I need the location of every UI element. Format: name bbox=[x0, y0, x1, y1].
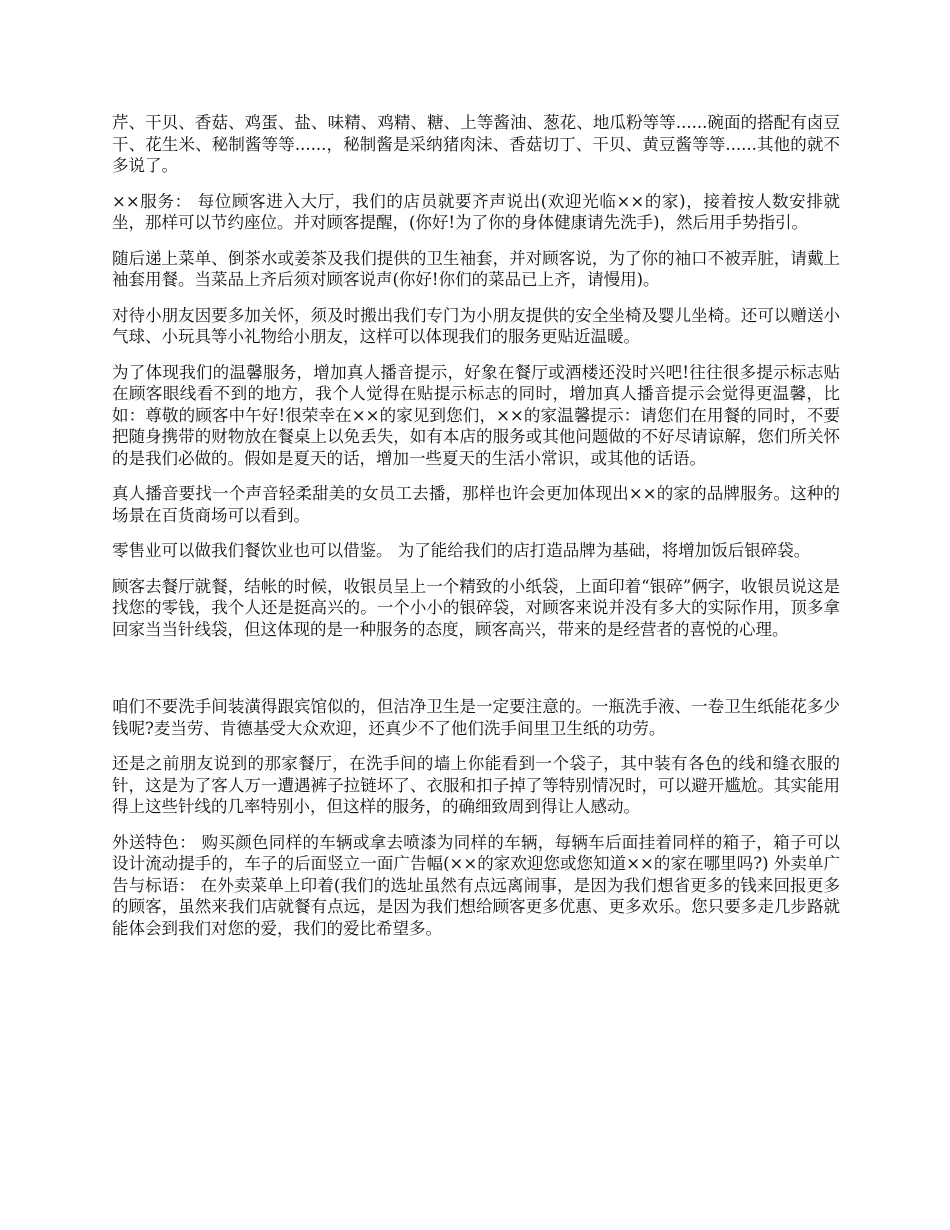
section-gap bbox=[112, 654, 840, 696]
document-body bbox=[112, 112, 840, 953]
paragraph-ingredients: 芹、干贝、香菇、鸡蛋、盐、味精、鸡精、糖、上等酱油、葱花、地瓜粉等等......碗面的搭配有卤豆干、花生米、秘制酱等等......，秘制酱是采纳猪肉沫、香菇切丁、干贝、黄豆酱等等......其他的就不多说了。 bbox=[112, 113, 840, 175]
paragraph-service-greeting: ××服务： 每位顾客进入大厅，我们的店员就要齐声说出(欢迎光临××的家)，接着按人数安排就坐，那样可以节约座位。并对顾客提醒，(你好!为了你的身体健康请先洗手)，然后用手势指引。 bbox=[112, 191, 840, 232]
paragraph-announcer: 真人播音要找一个声音轻柔甜美的女员工去播，那样也许会更加体现出××的家的品牌服务。这种的场景在百货商场可以看到。 bbox=[112, 484, 840, 525]
paragraph-menu-sleeves: 随后递上菜单、倒茶水或姜茶及我们提供的卫生袖套，并对顾客说，为了你的袖口不被弄脏，请戴上袖套用餐。当菜品上齐后须对顾客说声(你好!你们的菜品已上齐，请慢用)。 bbox=[112, 248, 840, 289]
paragraph-voice-announcement: 为了体现我们的温馨服务，增加真人播音提示，好象在餐厅或酒楼还没时兴吧!往往很多提示标志贴在顾客眼线看不到的地方，我个人觉得在贴提示标志的同时，增加真人播音提示会觉得更温馨，比如：尊敬的顾客中午好!很荣幸在××的家见到您们，××的家温馨提示：请您们在用餐的同时，不要把随身携带的财物放在餐桌上以免丢失，如有本店的服务或其他问题做的不好尽请谅解，您们所关怀的是我们必做的。假如是夏天的话，增加一些夏天的生活小常识，或其他的话语。 bbox=[112, 362, 840, 468]
paragraph-children-care: 对待小朋友因要多加关怀，须及时搬出我们专门为小朋友提供的安全坐椅及婴儿坐椅。还可以赠送小气球、小玩具等小礼物给小朋友，这样可以体现我们的服务更贴近温暖。 bbox=[112, 305, 840, 346]
paragraph-change-bag-detail: 顾客去餐厅就餐，结帐的时候，收银员呈上一个精致的小纸袋，上面印着“银碎”俩字，收银员说这是找您的零钱，我个人还是挺高兴的。一个小小的银碎袋，对顾客来说并没有多大的实际作用，顶多拿回家当当针线袋，但这体现的是一种服务的态度，顾客高兴，带来的是经营者的喜悦的心理。 bbox=[112, 576, 840, 639]
paragraph-delivery: 外送特色： 购买颜色同样的车辆或拿去喷漆为同样的车辆，每辆车后面挂着同样的箱子，箱子可以设计流动提手的，车子的后面竖立一面广告幅(××的家欢迎您或您知道××的家在哪里吗?) 外卖单广告与标语： 在外卖菜单上印着(我们的选址虽然有点远离闹事，是因为我们想省更多的钱来回报更多的顾客，虽然来我们店就餐有点远，是因为我们想给顾客更多优惠、更多欢乐。您只要多走几步路就能体会到我们对您的爱，我们的爱比希望多。 bbox=[112, 832, 840, 938]
paragraph-change-bag-intro: 零售业可以做我们餐饮业也可以借鉴。 为了能给我们的店打造品牌为基础，将增加饭后银碎袋。 bbox=[112, 541, 811, 560]
paragraph-sewing-kit: 还是之前朋友说到的那家餐厅，在洗手间的墙上你能看到一个袋子，其中装有各色的线和缝衣服的针，这是为了客人万一遭遇裤子拉链坏了、衣服和扣子掉了等特别情况时，可以避开尴尬。其实能用得上这些针线的几率特别小，但这样的服务，的确细致周到得让人感动。 bbox=[112, 754, 840, 816]
paragraph-restroom: 咱们不要洗手间装潢得跟宾馆似的，但洁净卫生是一定要注意的。一瓶洗手液、一卷卫生纸能花多少钱呢?麦当劳、肯德基受大众欢迎，还真少不了他们洗手间里卫生纸的功劳。 bbox=[112, 697, 840, 738]
